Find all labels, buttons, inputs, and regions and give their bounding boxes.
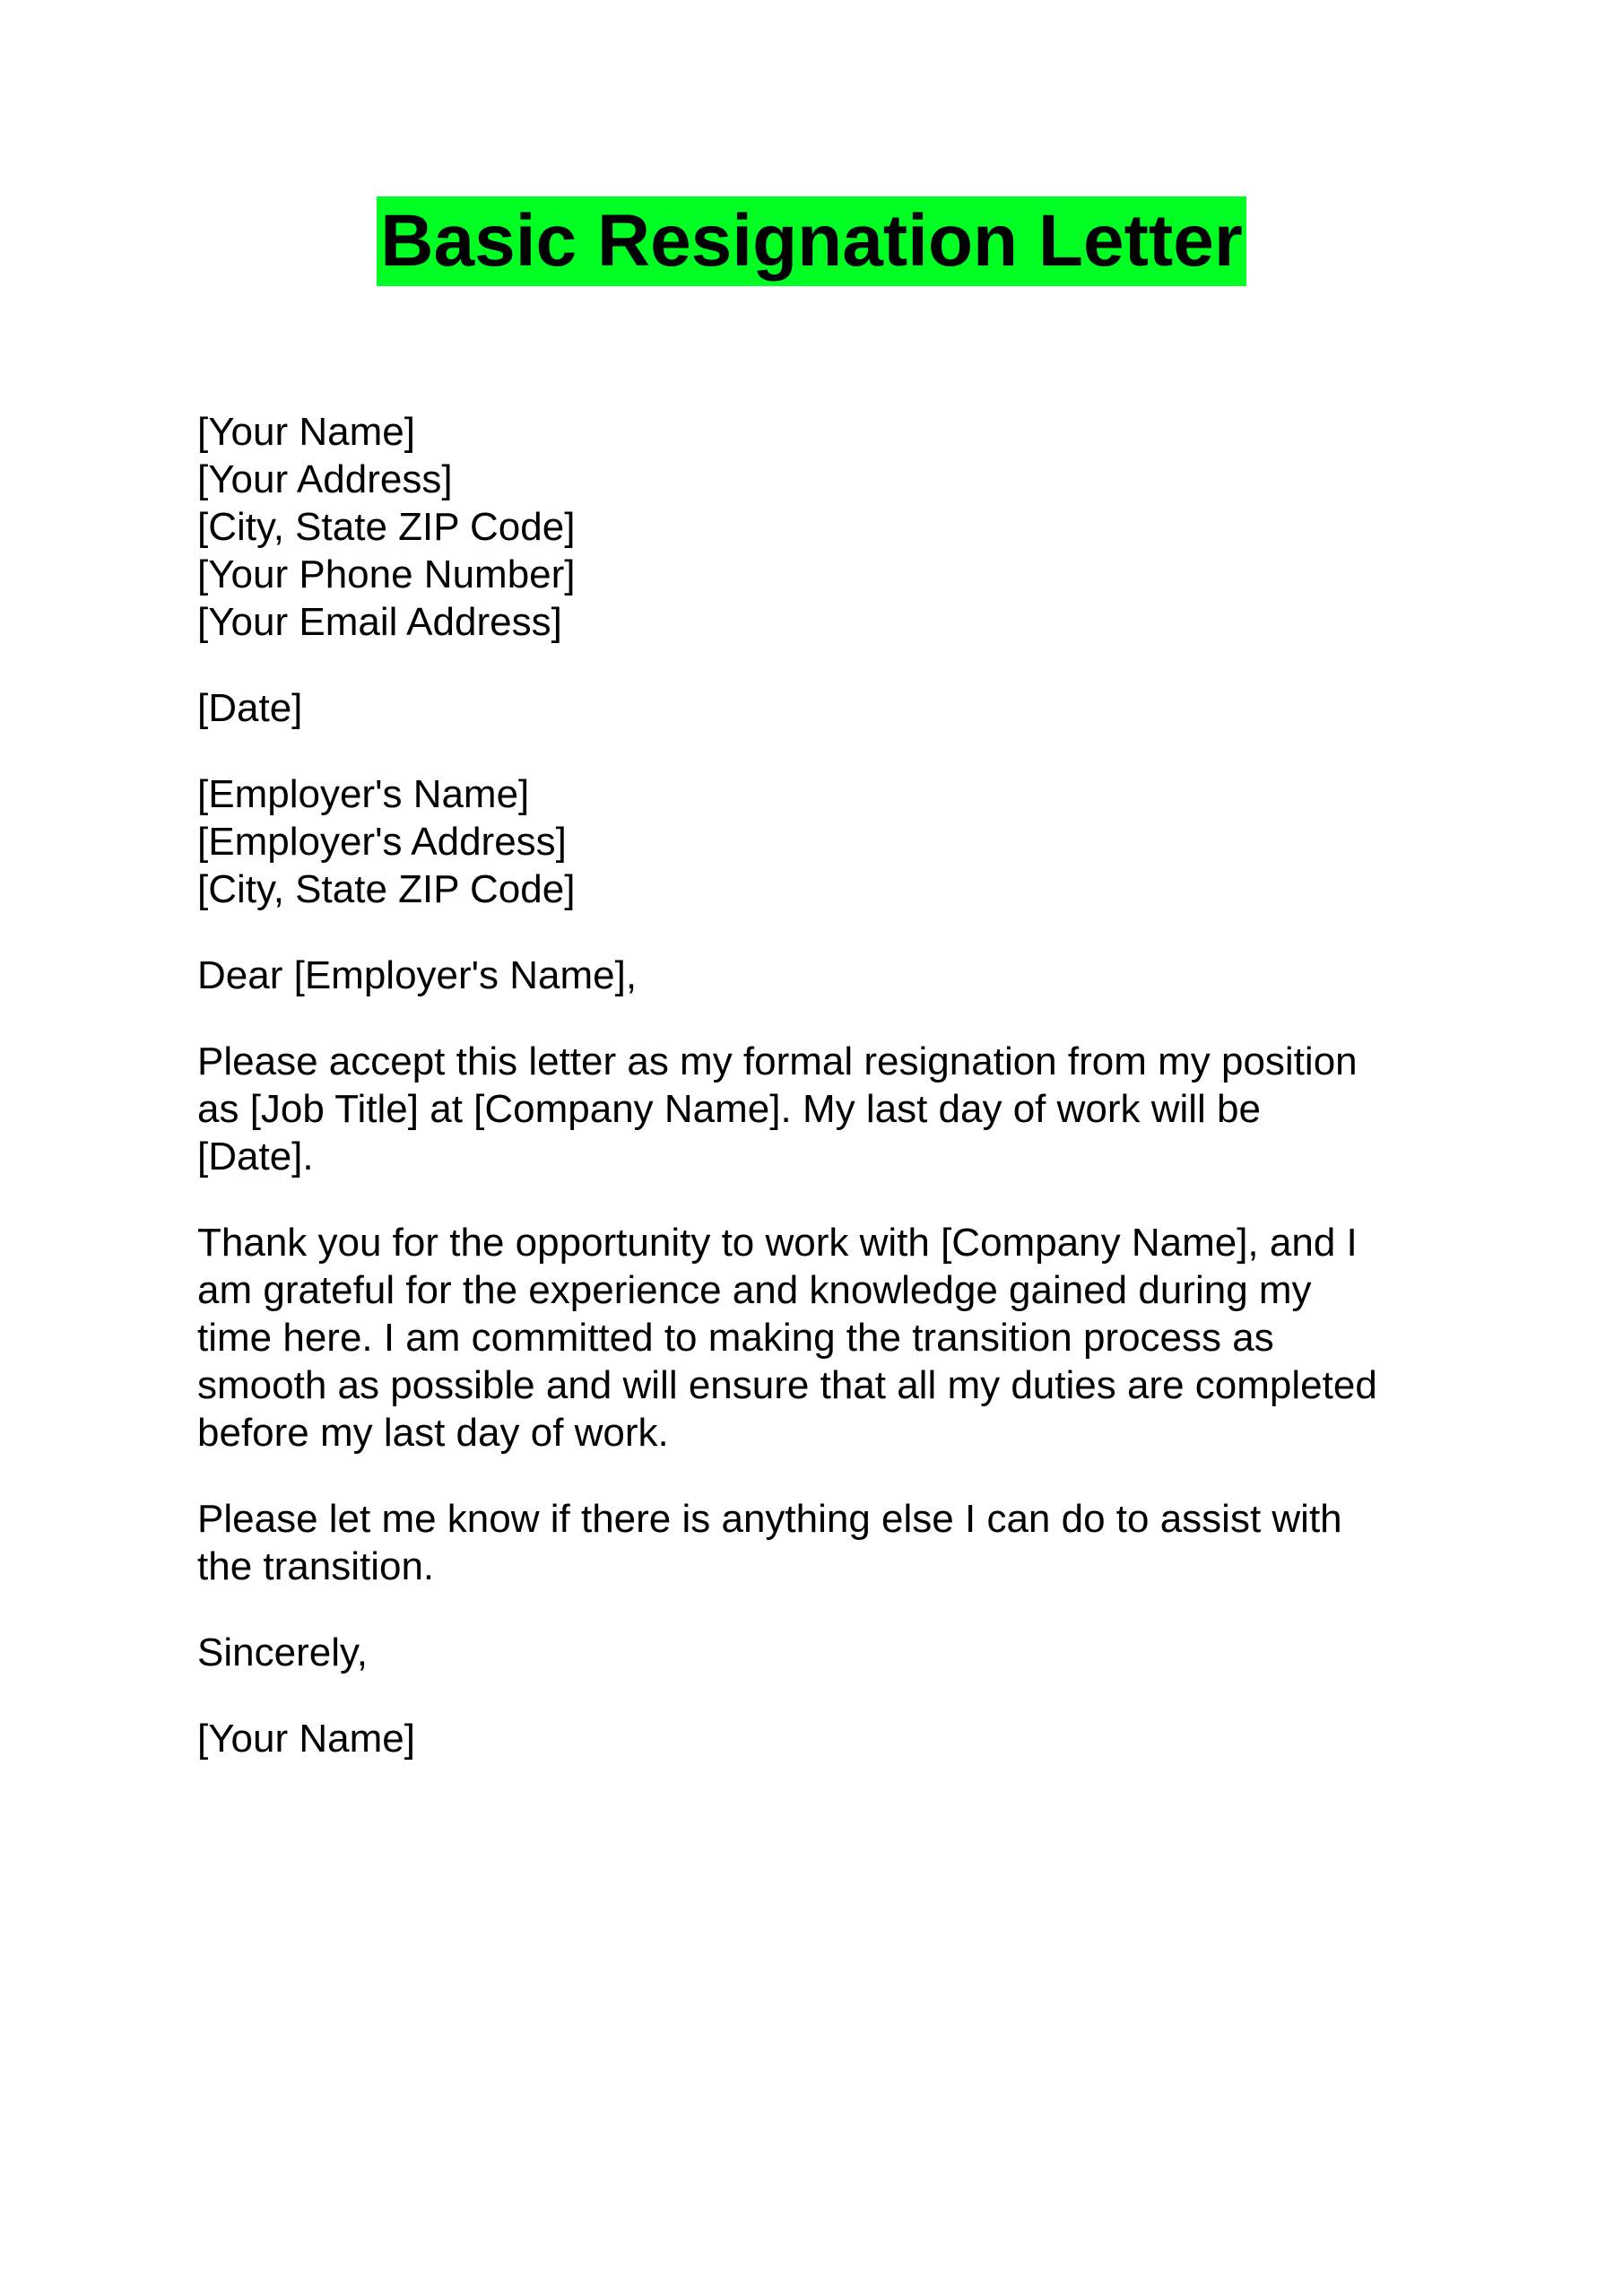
closing-block bbox=[197, 1629, 1488, 1676]
paragraph-line: Please accept this letter as my formal resignation from my position bbox=[197, 1039, 1358, 1083]
recipient-address-block bbox=[197, 770, 1488, 913]
sender-phone: [Your Phone Number] bbox=[197, 552, 576, 596]
paragraph-line: Thank you for the opportunity to work with [Company Name], and I bbox=[197, 1221, 1358, 1265]
recipient-name: [Employer's Name] bbox=[197, 772, 530, 816]
sender-email: [Your Email Address] bbox=[197, 600, 562, 644]
sender-name: [Your Name] bbox=[197, 410, 415, 454]
signature-name: [Your Name] bbox=[197, 1717, 415, 1761]
paragraph-line: the transition. bbox=[197, 1544, 435, 1588]
paragraph-line: time here. I am committed to making the transition process as bbox=[197, 1316, 1274, 1360]
salutation-block bbox=[197, 952, 1488, 999]
recipient-address: [Employer's Address] bbox=[197, 820, 567, 864]
paragraph-line: Please let me know if there is anything else I can do to assist with bbox=[197, 1497, 1342, 1541]
paragraph-line: as [Job Title] at [Company Name]. My last day of work will be bbox=[197, 1087, 1262, 1131]
document-title: Basic Resignation Letter bbox=[377, 196, 1245, 286]
paragraph-assist bbox=[197, 1495, 1488, 1590]
paragraph-line: [Date]. bbox=[197, 1135, 314, 1178]
title-container bbox=[0, 196, 1623, 286]
closing: Sincerely, bbox=[197, 1631, 368, 1674]
recipient-city-state-zip: [City, State ZIP Code] bbox=[197, 867, 576, 911]
letter-body bbox=[197, 408, 1488, 1801]
letter-date: [Date] bbox=[197, 686, 303, 730]
sender-address: [Your Address] bbox=[197, 457, 453, 501]
salutation: Dear [Employer's Name], bbox=[197, 953, 638, 997]
sender-city-state-zip: [City, State ZIP Code] bbox=[197, 505, 576, 549]
paragraph-resignation bbox=[197, 1038, 1488, 1180]
date-block bbox=[197, 684, 1488, 732]
sender-address-block bbox=[197, 408, 1488, 646]
paragraph-line: before my last day of work. bbox=[197, 1411, 669, 1455]
paragraph-line: am grateful for the experience and knowledge gained during my bbox=[197, 1268, 1312, 1312]
paragraph-thanks bbox=[197, 1219, 1488, 1457]
paragraph-line: smooth as possible and will ensure that all my duties are completed bbox=[197, 1363, 1377, 1407]
signature-block bbox=[197, 1715, 1488, 1762]
